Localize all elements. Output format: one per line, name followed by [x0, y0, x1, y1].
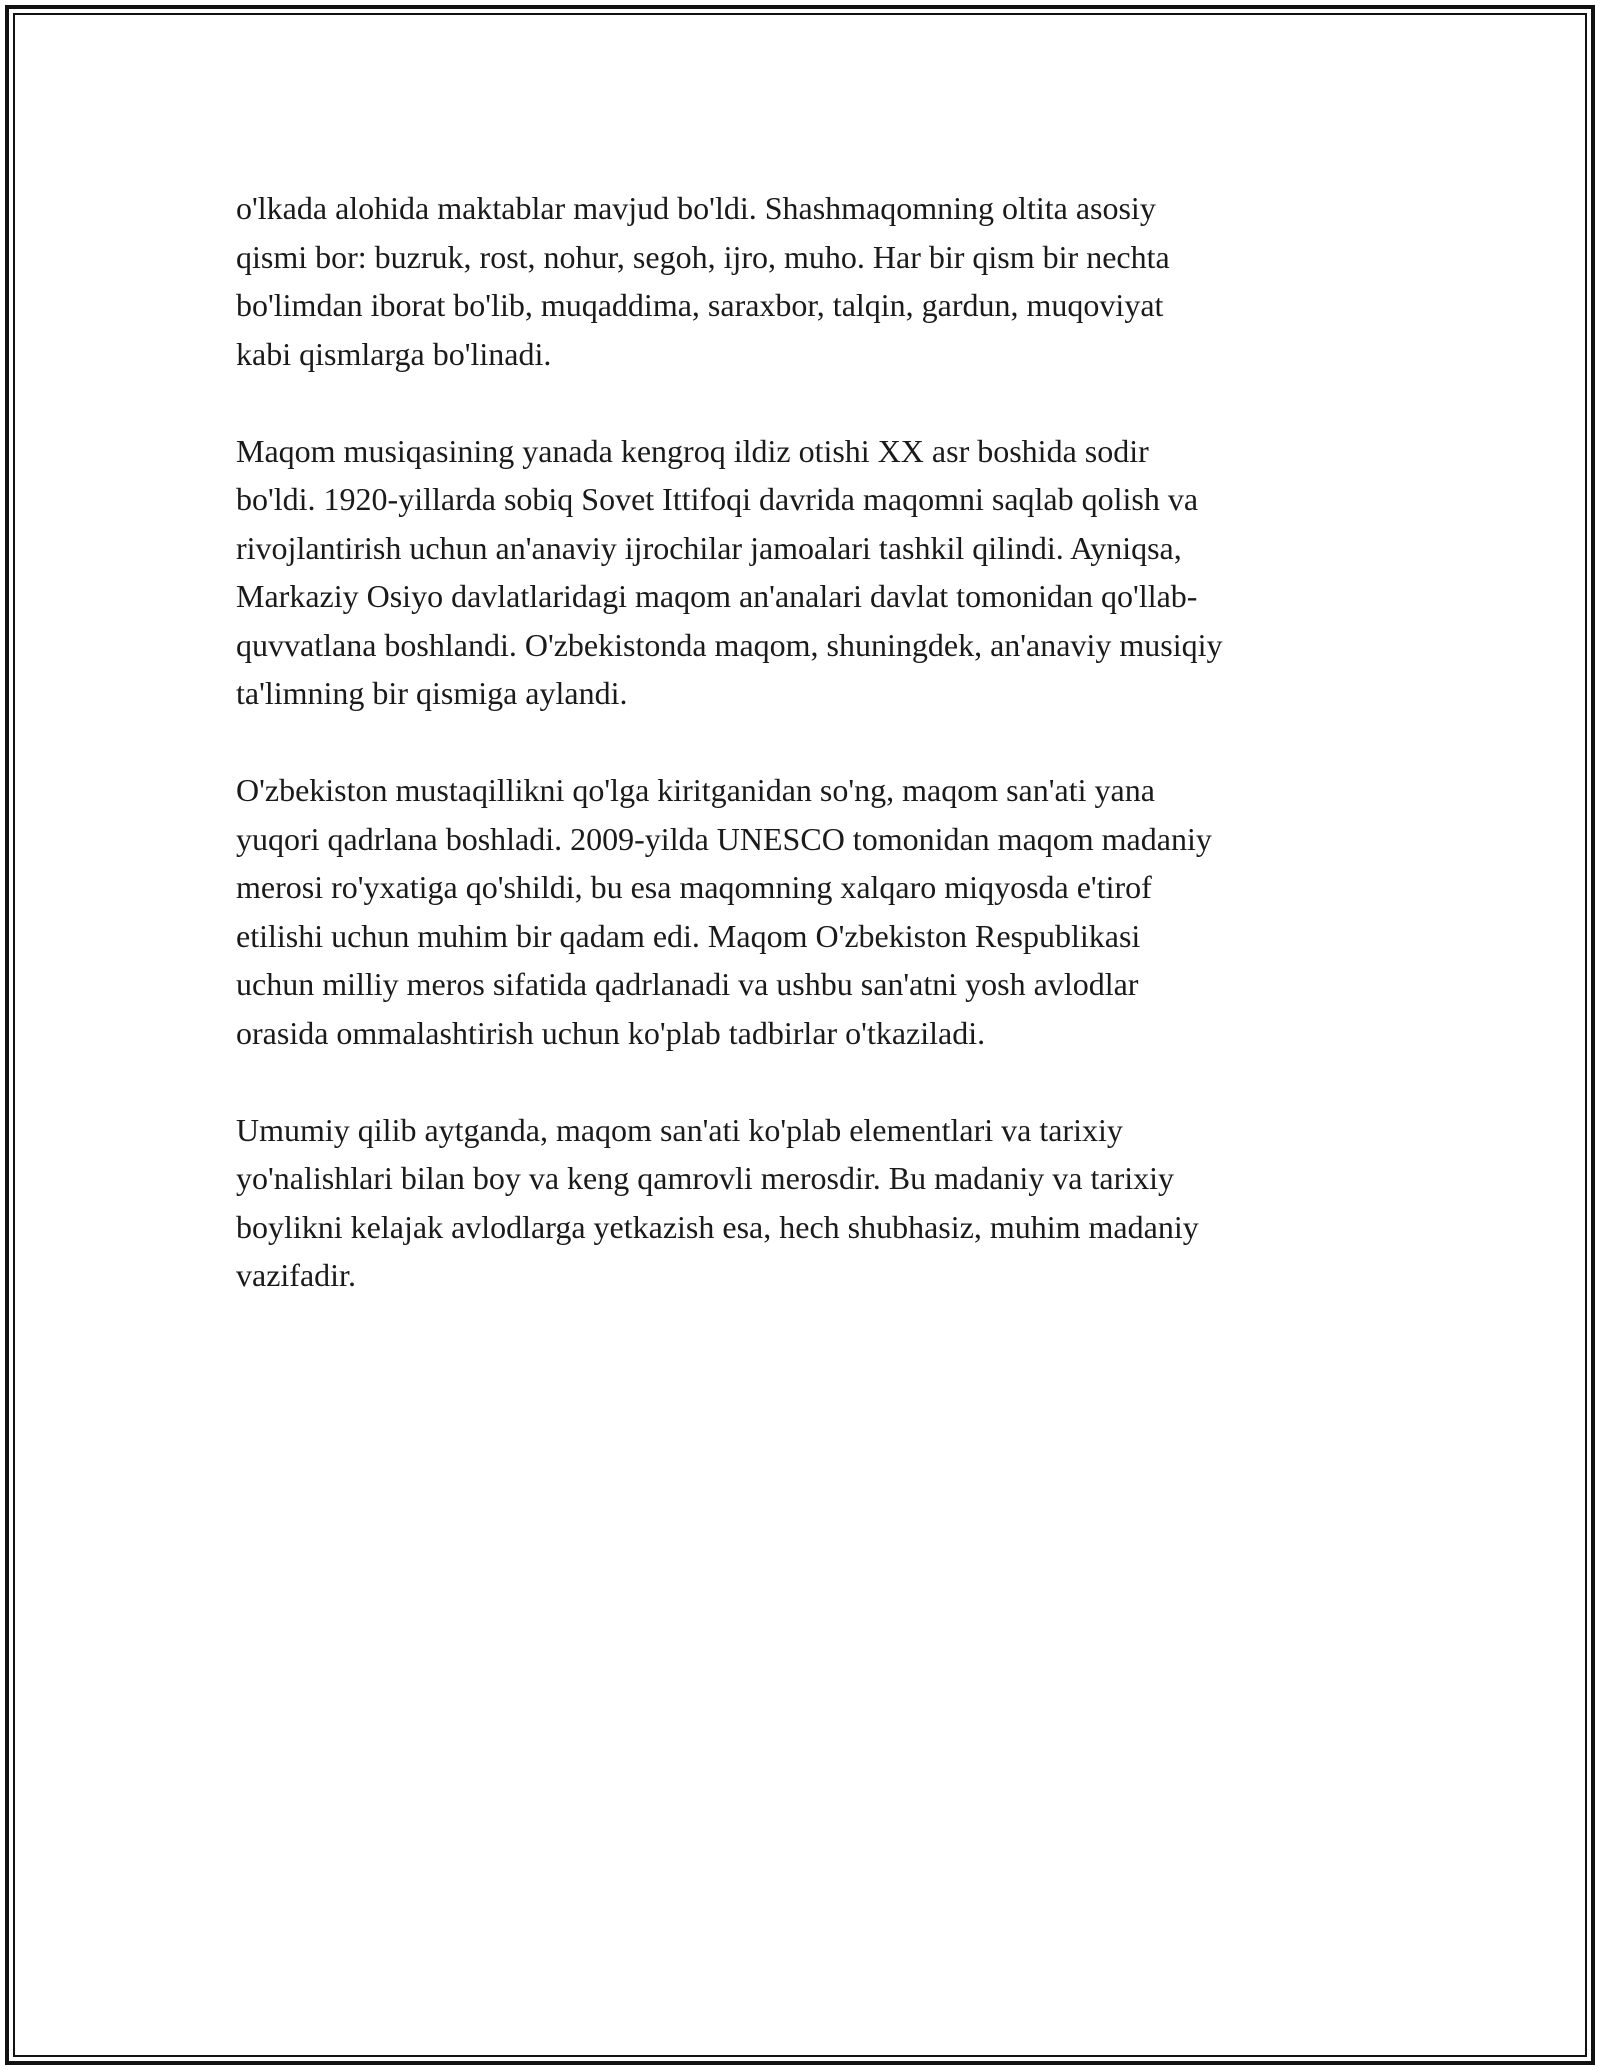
paragraph-3: O'zbekiston mustaqillikni qo'lga kiritganidan so'ng, maqom san'ati yana yuqori qadrlana boshladi. 2009-yilda UNESCO tomonidan maqom madaniy merosi ro'yxatiga qo'shildi, bu esa maqomning xalqaro miqyosda e'tirof etilishi uchun muhim bir qadam edi. Maqom O'zbekiston Respublikasi uchun milliy meros sifatida qadrlanadi va ushbu san'atni yosh avlodlar orasida ommalashtirish uchun ko'plab tadbirlar o'tkaziladi.	[236, 772, 1212, 1051]
paragraph-2: Maqom musiqasining yanada kengroq ildiz otishi XX asr boshida sodir bo'ldi. 1920-yillarda sobiq Sovet Ittifoqi davrida maqomni saqlab qolish va rivojlantirish uchun an'anaviy ijrochilar jamoalari tashkil qilindi. Ayniqsa, Markaziy Osiyo davlatlaridagi maqom an'analari davlat tomonidan qo'llab- quvvatlana boshlandi. O'zbekistonda maqom, shuningdek, an'anaviy musiqiy ta'limning bir qismiga aylandi.	[236, 432, 1223, 711]
paragraph-1: o'lkada alohida maktablar mavjud bo'ldi. Shashmaqomning oltita asosiy qismi bor: buzruk, rost, nohur, segoh, ijro, muho. Har bir qism bir nechta bo'limdan iborat bo'lib, muqaddima, saraxbor, talqin, gardun, muqoviyat kabi qismlarga bo'linadi.	[236, 190, 1170, 372]
page-content	[236, 184, 1372, 1348]
paragraph-4: Umumiy qilib aytganda, maqom san'ati ko'plab elementlari va tarixiy yo'nalishlari bilan boy va keng qamrovli merosdir. Bu madaniy va tarixiy boylikni kelajak avlodlarga yetkazish esa, hech shubhasiz, muhim madaniy vazifadir.	[236, 1111, 1199, 1293]
